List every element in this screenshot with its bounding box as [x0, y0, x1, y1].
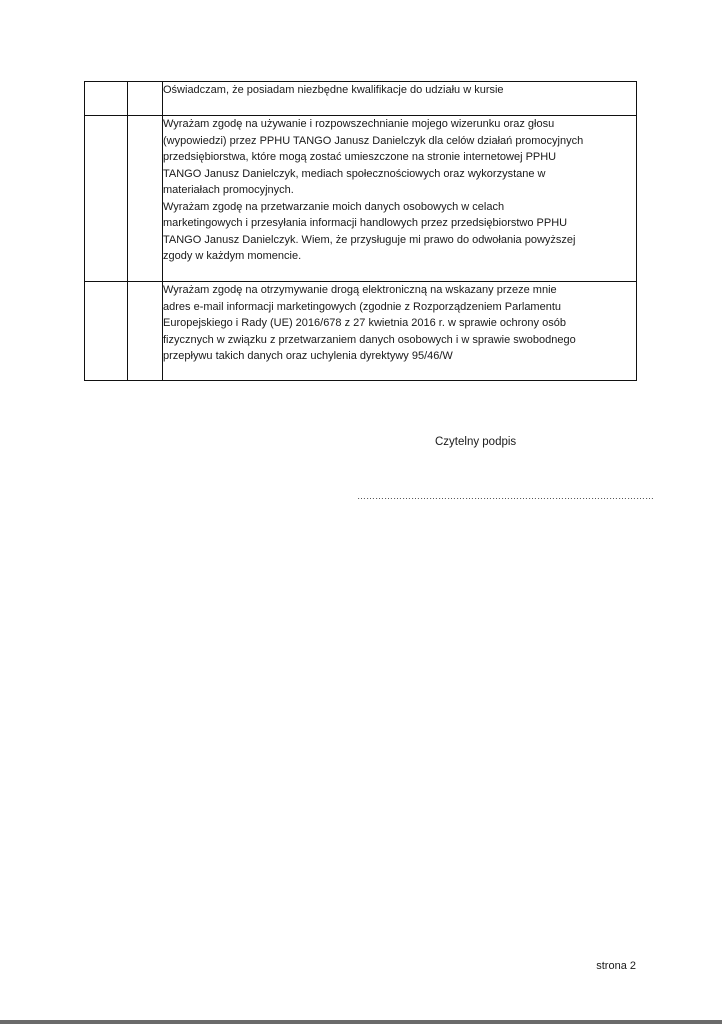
signature-label: Czytelny podpis	[435, 436, 517, 448]
consent-checkbox-no-cell[interactable]	[128, 282, 163, 381]
consent-text-cell	[163, 116, 637, 282]
signature-line[interactable]: ………………………………………………………………………………………	[357, 491, 654, 501]
consent-table	[84, 81, 637, 381]
consent-checkbox-yes-cell[interactable]	[85, 82, 128, 116]
consent-checkbox-yes-cell[interactable]	[85, 282, 128, 381]
consent-row	[85, 82, 637, 116]
consent-text: Wyrażam zgodę na otrzymywanie drogą elektroniczną na wskazany przeze mnie adres e-mail informacji marketingowych (zgodnie z Rozporządzeniem Parlamentu Europejskiego i Rady (UE) 2016/678 z 27 kwietnia 2016 r. w sprawie ochrony osób fizycznych w związku z przetwarzaniem danych osobowych i w sprawie swobodnego przepływu takich danych oraz uchylenia dyrektywy 95/46/W	[163, 284, 576, 362]
consent-checkbox-no-cell[interactable]	[128, 82, 163, 116]
consent-text-cell	[163, 82, 637, 116]
consent-text: Oświadczam, że posiadam niezbędne kwalifikacje do udziału w kursie	[163, 84, 504, 96]
consent-text-cell	[163, 282, 637, 381]
consent-checkbox-no-cell[interactable]	[128, 116, 163, 282]
consent-checkbox-yes-cell[interactable]	[85, 116, 128, 282]
consent-text: Wyrażam zgodę na używanie i rozpowszechnianie mojego wizerunku oraz głosu (wypowiedzi) przez PPHU TANGO Janusz Danielczyk dla celów działań promocyjnych przedsiębiorstwa, które mogą zostać umieszczone na stronie internetowej PPHU TANGO Janusz Danielczyk, mediach społecznościowych oraz wykorzystane w materiałach promocyjnych. Wyrażam zgodę na przetwarzanie moich danych osobowych w celach marketingowych i przesyłania informacji handlowych przez przedsiębiorstwo PPHU TANGO Janusz Danielczyk. Wiem, że przysługuje mi prawo do odwołania powyższej zgody w każdym momencie.	[163, 118, 584, 262]
consent-row	[85, 116, 637, 282]
page-bottom-border	[0, 1020, 722, 1024]
page-number: strona 2	[596, 960, 636, 972]
consent-row	[85, 282, 637, 381]
